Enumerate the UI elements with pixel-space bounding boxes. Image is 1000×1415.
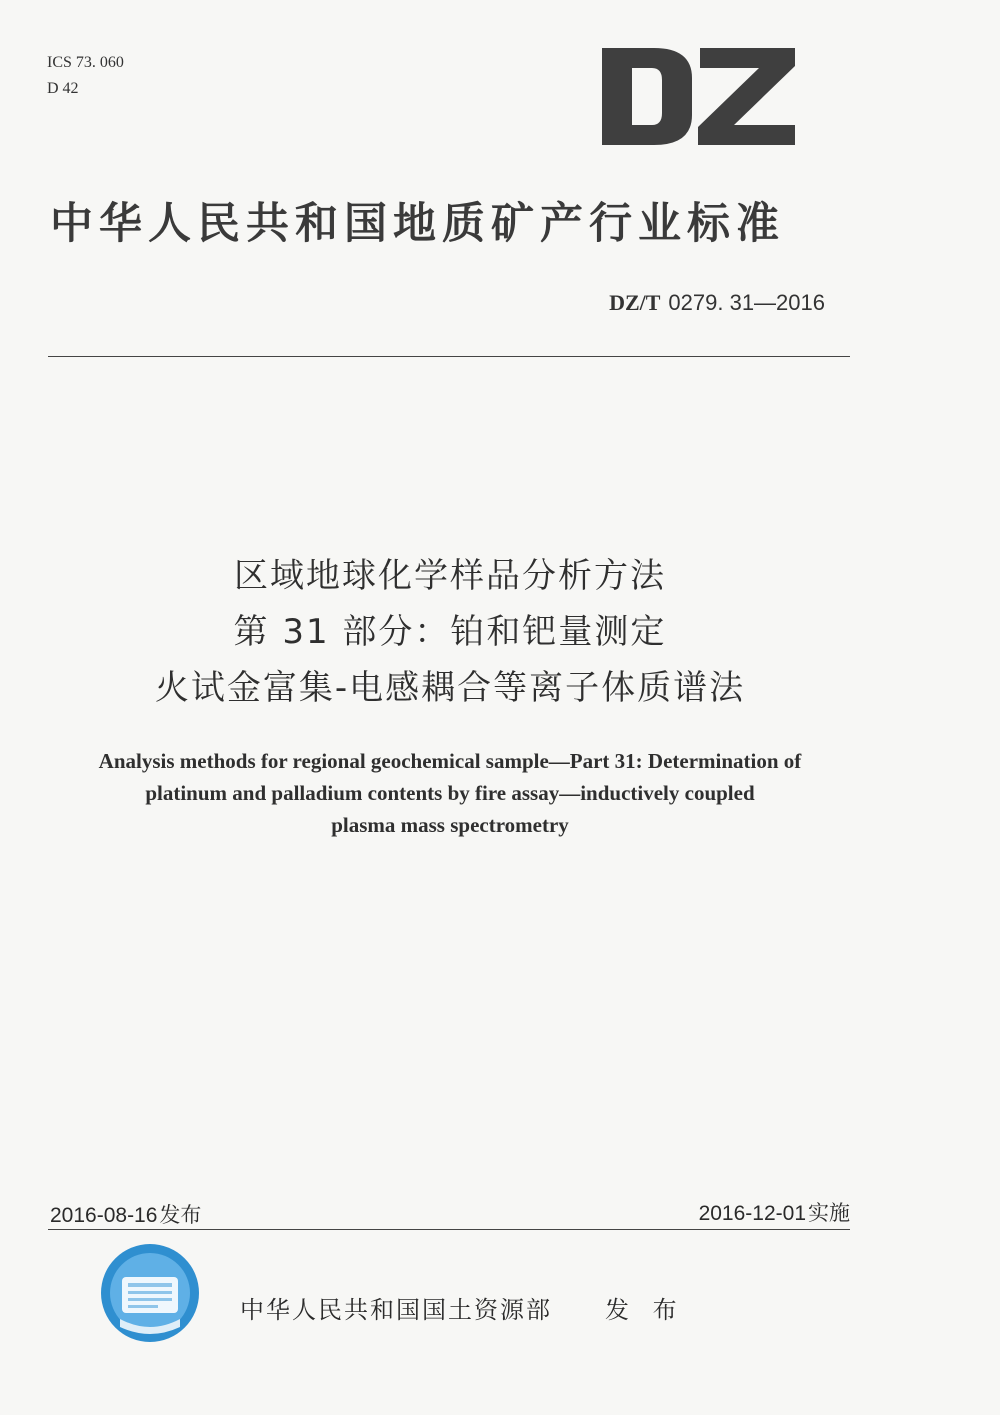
standard-category-title: 中华人民共和国地质矿产行业标准 bbox=[50, 199, 785, 249]
classification-codes bbox=[47, 50, 124, 102]
effective-date-value: 2016-12-01 bbox=[698, 1202, 806, 1225]
effective-date-label: 实施 bbox=[808, 1201, 850, 1225]
english-title-line-3: plasma mass spectrometry bbox=[331, 813, 569, 837]
english-title-line-2: platinum and palladium contents by fire assay—inductively coupled bbox=[145, 781, 755, 805]
chinese-title-line-1: 区域地球化学样品分析方法 bbox=[234, 556, 666, 596]
dz-logo bbox=[602, 48, 795, 145]
effective-date bbox=[699, 1197, 850, 1227]
issue-date bbox=[50, 1199, 201, 1229]
chinese-title-line-2: 第 31 部分：铂和钯量测定 bbox=[233, 612, 667, 652]
standard-code: 0279. 31—2016 bbox=[668, 290, 825, 315]
issue-date-label: 发布 bbox=[159, 1203, 202, 1227]
chinese-title bbox=[0, 548, 900, 716]
ccs-code: D 42 bbox=[47, 80, 79, 97]
publish-verb: 发 布 bbox=[605, 1296, 685, 1324]
standard-number bbox=[609, 290, 825, 316]
standard-prefix: DZ/T bbox=[609, 290, 661, 315]
english-title bbox=[50, 745, 850, 841]
dz-logo-shape bbox=[602, 48, 795, 145]
publisher-name: 中华人民共和国国土资源部 bbox=[240, 1296, 552, 1324]
date-row bbox=[48, 1197, 850, 1230]
ics-code: ICS 73. 060 bbox=[47, 54, 124, 71]
issue-date-value: 2016-08-16 bbox=[50, 1204, 158, 1227]
anti-counterfeit-seal-icon bbox=[100, 1243, 200, 1343]
english-title-line-1: Analysis methods for regional geochemical sample—Part 31: Determination of bbox=[98, 749, 802, 773]
top-divider bbox=[48, 356, 850, 357]
chinese-title-line-3: 火试金富集-电感耦合等离子体质谱法 bbox=[154, 668, 746, 708]
